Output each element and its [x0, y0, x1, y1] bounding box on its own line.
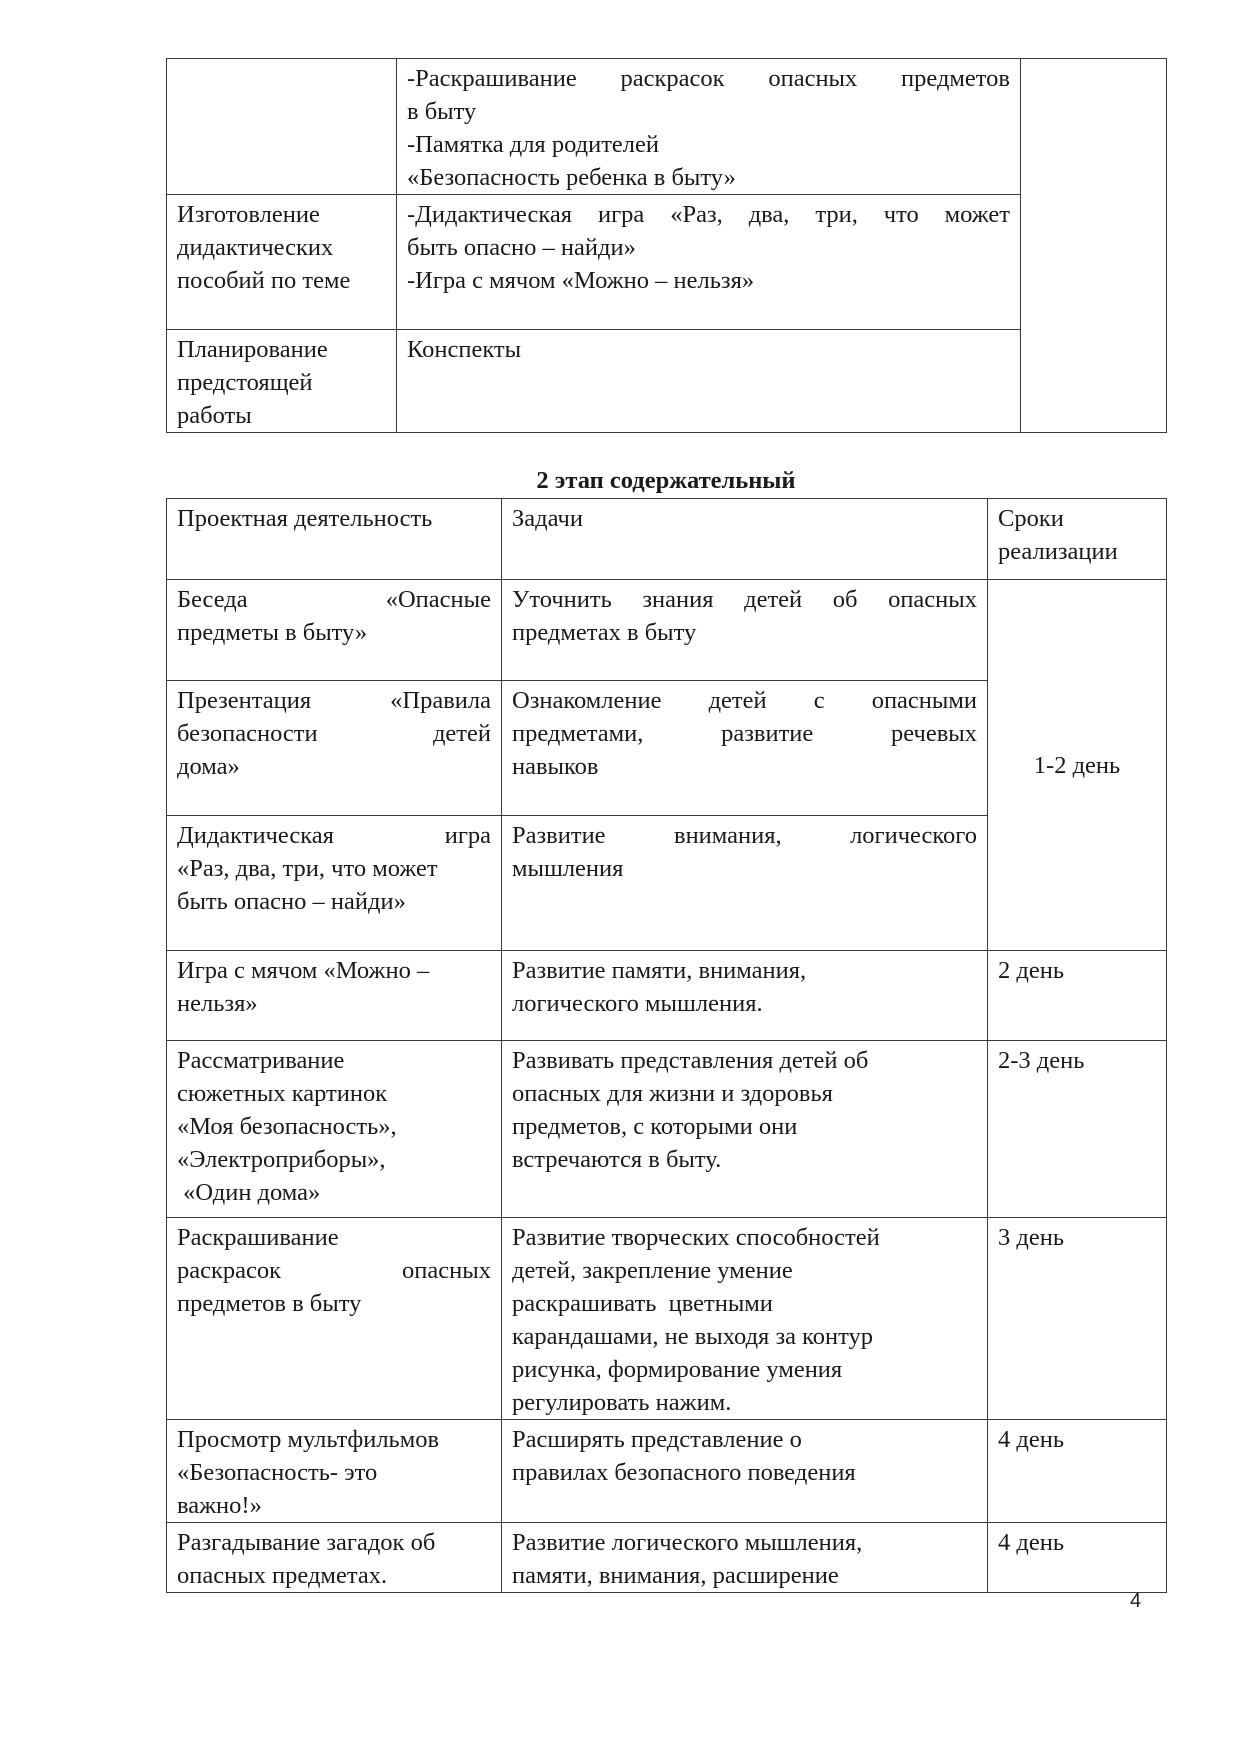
activity-line: Дидактическая игра	[177, 822, 491, 849]
deadline-label: 2-3 день	[998, 1047, 1085, 1074]
task-line: предметов, с которыми они	[512, 1113, 798, 1140]
activity-line: Игра с мячом «Можно –	[177, 957, 430, 984]
deadline-label: 3 день	[998, 1224, 1064, 1251]
activity-cell	[167, 816, 502, 951]
activity-line: Рассматривание	[177, 1047, 345, 1074]
task-cell	[502, 681, 988, 816]
stage1-label-line: дидактических	[177, 234, 334, 261]
task-line: мышления	[512, 855, 624, 882]
task-line: предметах в быту	[512, 619, 697, 646]
activity-cell	[167, 580, 502, 681]
task-line: правилах безопасного поведения	[512, 1459, 856, 1486]
header-tasks-label: Задачи	[512, 505, 583, 532]
activity-cell	[167, 951, 502, 1041]
stage1-empty-cell	[1021, 59, 1167, 433]
table-row	[167, 1041, 1167, 1218]
task-cell	[502, 1041, 988, 1218]
task-line: Развивать представления детей об	[512, 1047, 869, 1074]
stage1-content-line: -Памятка для родителей	[407, 131, 659, 158]
activity-cell	[167, 1523, 502, 1593]
task-line: рисунка, формирование умения	[512, 1356, 843, 1383]
activity-line: предметы в быту»	[177, 619, 368, 646]
activity-line: «Электроприборы»,	[177, 1146, 386, 1173]
stage1-content-line: быть опасно – найди»	[407, 234, 636, 261]
activity-cell	[167, 1218, 502, 1420]
stage1-content-line: «Безопасность ребенка в быту»	[407, 164, 736, 191]
task-line: опасных для жизни и здоровья	[512, 1080, 833, 1107]
stage1-label-cell	[167, 330, 397, 433]
task-line: навыков	[512, 753, 599, 780]
table-row	[167, 330, 1167, 433]
stage1-content-line: Конспекты	[407, 336, 522, 363]
task-line: логического мышления.	[512, 990, 763, 1017]
header-deadline	[988, 499, 1167, 580]
task-line: карандашами, не выходя за контур	[512, 1323, 874, 1350]
activity-line: Беседа «Опасные	[177, 586, 491, 613]
stage1-content-line: -Игра с мячом «Можно – нельзя»	[407, 267, 755, 294]
deadline-cell	[988, 1041, 1167, 1218]
deadline-cell	[988, 951, 1167, 1041]
activity-cell	[167, 681, 502, 816]
activity-line: «Безопасность- это	[177, 1459, 378, 1486]
header-activity-label: Проектная деятельность	[177, 505, 433, 532]
activity-line: Разгадывание загадок об	[177, 1529, 436, 1556]
activity-line: сюжетных картинок	[177, 1080, 388, 1107]
stage2-table	[166, 498, 1167, 1593]
stage1-content-line: -Раскрашивание раскрасок опасных предметов	[407, 65, 1010, 92]
activity-line: нельзя»	[177, 990, 258, 1017]
section-title: 2 этап содержательный	[536, 467, 796, 494]
header-deadline-line: реализации	[998, 538, 1118, 565]
task-cell	[502, 951, 988, 1041]
activity-cell	[167, 1041, 502, 1218]
deadline-cell-merged: 1-2 день	[988, 580, 1167, 951]
activity-line: «Моя безопасность»,	[177, 1113, 397, 1140]
task-line: памяти, внимания, расширение	[512, 1562, 839, 1589]
activity-cell	[167, 1420, 502, 1523]
activity-line: опасных предметах.	[177, 1562, 388, 1589]
task-line: Расширять представление о	[512, 1426, 802, 1453]
header-deadline-line: Сроки	[998, 505, 1064, 532]
deadline-label: 4 день	[998, 1529, 1064, 1556]
activity-line: Презентация «Правила	[177, 687, 491, 714]
activity-line: «Раз, два, три, что может	[177, 855, 438, 882]
deadline-label: 2 день	[998, 957, 1064, 984]
activity-line: раскрасок опасных	[177, 1257, 491, 1284]
stage1-label-cell	[167, 59, 397, 195]
stage1-label-line: предстоящей	[177, 369, 313, 396]
task-line: Ознакомление детей с опасными	[512, 687, 977, 714]
table-row	[167, 1218, 1167, 1420]
stage1-label-line: Изготовление	[177, 201, 320, 228]
task-line: регулировать нажим.	[512, 1389, 732, 1416]
task-line: Уточнить знания детей об опасных	[512, 586, 977, 613]
activity-line: «Один дома»	[177, 1179, 321, 1206]
deadline-cell	[988, 1218, 1167, 1420]
header-tasks	[502, 499, 988, 580]
table-row	[167, 195, 1167, 330]
task-cell	[502, 816, 988, 951]
activity-line: важно!»	[177, 1492, 262, 1519]
stage1-content-cell	[397, 330, 1021, 433]
activity-line: дома»	[177, 753, 240, 780]
task-cell	[502, 580, 988, 681]
task-cell	[502, 1420, 988, 1523]
task-line: Развитие внимания, логического	[512, 822, 977, 849]
task-line: Развитие памяти, внимания,	[512, 957, 807, 984]
activity-line: предметов в быту	[177, 1290, 362, 1317]
deadline-cell	[988, 1523, 1167, 1593]
stage1-content-line: в быту	[407, 98, 477, 125]
task-line: Развитие творческих способностей	[512, 1224, 880, 1251]
stage1-content-cell	[397, 59, 1021, 195]
stage1-label-cell	[167, 195, 397, 330]
stage1-table	[166, 58, 1167, 433]
table-header-row	[167, 499, 1167, 580]
deadline-cell	[988, 1420, 1167, 1523]
table-row	[167, 59, 1167, 195]
stage1-content-line: -Дидактическая игра «Раз, два, три, что может	[407, 201, 1010, 228]
table-row	[167, 1420, 1167, 1523]
page-number: 4	[1130, 1590, 1142, 1612]
task-line: детей, закрепление умение	[512, 1257, 793, 1284]
stage1-label-line: пособий по теме	[177, 267, 351, 294]
task-cell	[502, 1523, 988, 1593]
table-row	[167, 951, 1167, 1041]
task-line: Развитие логического мышления,	[512, 1529, 863, 1556]
table-row	[167, 1523, 1167, 1593]
header-activity	[167, 499, 502, 580]
task-cell	[502, 1218, 988, 1420]
stage1-label-line: работы	[177, 402, 252, 429]
activity-line: быть опасно – найди»	[177, 888, 406, 915]
task-line: встречаются в быту.	[512, 1146, 722, 1173]
activity-line: Просмотр мультфильмов	[177, 1426, 440, 1453]
task-line: раскрашивать цветными	[512, 1290, 773, 1317]
stage1-label-line: Планирование	[177, 336, 328, 363]
stage1-content-cell	[397, 195, 1021, 330]
deadline-label: 4 день	[998, 1426, 1064, 1453]
activity-line: Раскрашивание	[177, 1224, 339, 1251]
task-line: предметами, развитие речевых	[512, 720, 977, 747]
activity-line: безопасности детей	[177, 720, 491, 747]
table-row	[167, 580, 1167, 681]
